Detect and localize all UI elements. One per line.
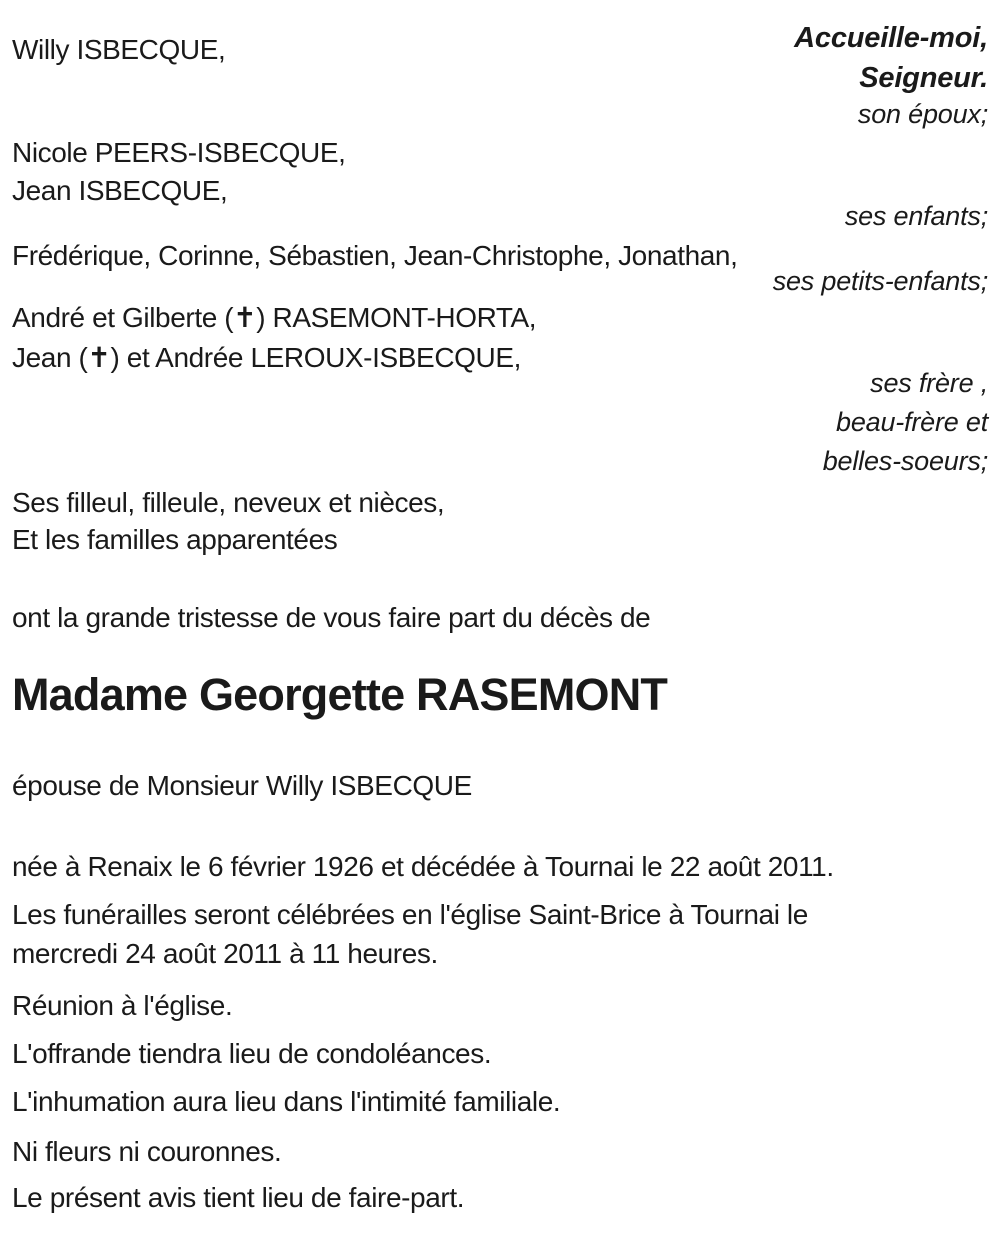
sibling-name-1: André et Gilberte (✝) RASEMONT-HORTA, <box>12 302 537 333</box>
extended-family-line-1: Ses filleul, filleule, neveux et nièces, <box>12 487 445 518</box>
children-role-label: ses enfants; <box>844 201 988 231</box>
extended-family-line-2: Et les familles apparentées <box>12 524 338 555</box>
flowers-line: Ni fleurs ni couronnes. <box>12 1136 282 1167</box>
offering-line: L'offrande tiendra lieu de condoléances. <box>12 1038 492 1069</box>
siblings-role-line-3: belles-soeurs; <box>822 446 988 476</box>
spouse-name: Willy ISBECQUE, <box>12 34 226 65</box>
funeral-line-2: mercredi 24 août 2011 à 11 heures. <box>12 938 438 969</box>
notice-line: Le présent avis tient lieu de faire-part. <box>12 1182 465 1213</box>
spouse-role-label: son époux; <box>857 99 988 129</box>
meeting-line: Réunion à l'église. <box>12 990 233 1021</box>
deceased-spouse-of: épouse de Monsieur Willy ISBECQUE <box>12 770 472 801</box>
child-name-2: Jean ISBECQUE, <box>12 175 228 206</box>
siblings-role-line-2: beau-frère et <box>836 407 988 437</box>
epitaph-line-2: Seigneur. <box>859 62 988 94</box>
epitaph-line-1: Accueille-moi, <box>794 22 988 54</box>
deceased-name-heading: Madame Georgette RASEMONT <box>12 669 668 720</box>
birth-death-line: née à Renaix le 6 février 1926 et décédée à Tournai le 22 août 2011. <box>12 851 834 882</box>
funeral-line-1: Les funérailles seront célébrées en l'église Saint-Brice à Tournai le <box>12 899 808 930</box>
burial-line: L'inhumation aura lieu dans l'intimité familiale. <box>12 1086 561 1117</box>
grandchildren-names: Frédérique, Corinne, Sébastien, Jean-Christophe, Jonathan, <box>12 240 738 271</box>
announcement-text: ont la grande tristesse de vous faire part du décès de <box>12 602 651 633</box>
grandchildren-role-label: ses petits-enfants; <box>772 266 988 296</box>
sibling-name-2: Jean (✝) et Andrée LEROUX-ISBECQUE, <box>12 342 521 373</box>
child-name-1: Nicole PEERS-ISBECQUE, <box>12 137 346 168</box>
siblings-role-line-1: ses frère , <box>870 368 988 398</box>
